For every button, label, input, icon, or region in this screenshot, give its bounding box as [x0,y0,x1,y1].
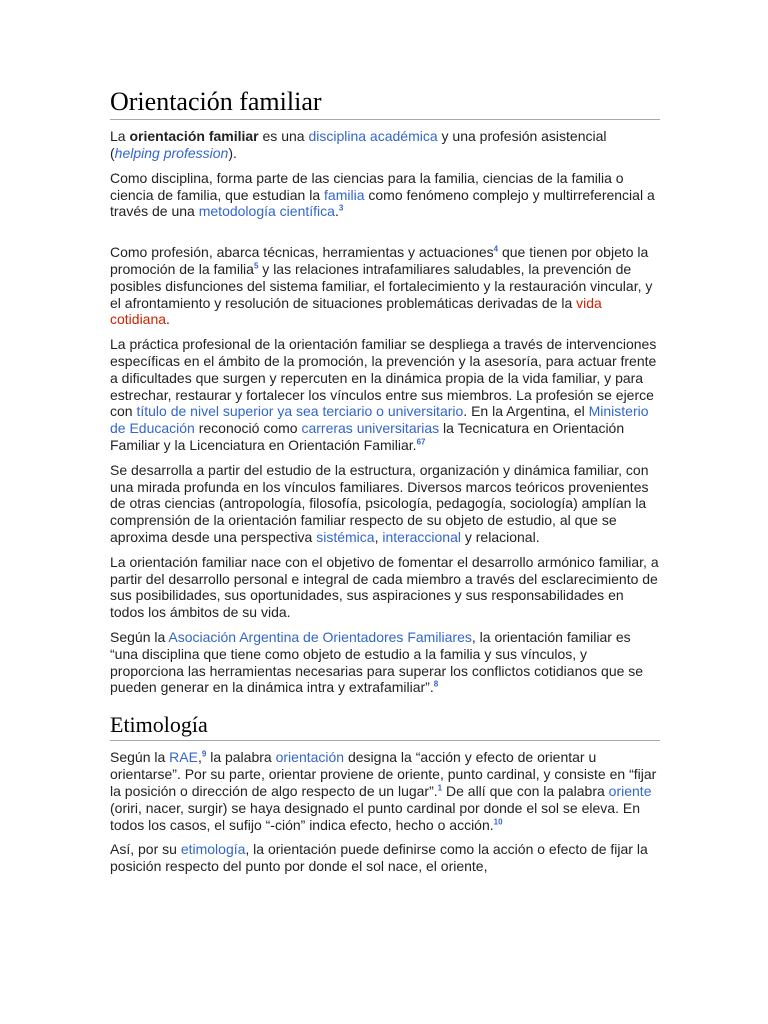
reference-link[interactable]: 3 [338,203,344,213]
reference-link[interactable]: 67 [416,437,426,447]
text: Así, por su [110,841,181,858]
link-helping-profession[interactable]: helping profession [114,144,229,161]
text: . En la Argentina, el [463,403,589,420]
link-asociacion-argentina[interactable]: Asociación Argentina de Orientadores Familiares [168,628,472,645]
text: Según la [110,628,169,645]
paragraph-practica [110,336,660,454]
text: Como disciplina, forma parte de las ciencias para la familia, ciencias de la familia o ciencia de familia, que estudian la [110,169,624,203]
text: y las relaciones intrafamiliares saludables, la prevención de posibles disfunciones del sistema familiar, el fortalecimiento y la restauración vincular, y el afrontamiento y resolución de situaciones problemáticas derivadas de la [110,260,653,311]
link-sistemica[interactable]: sistémica [316,528,375,545]
bold-term: orientación familiar [129,128,259,145]
link-ministerio-educacion[interactable]: Ministerio de Educación [110,403,649,437]
link-etimologia[interactable]: etimología [180,841,246,858]
text: La práctica profesional de la orientación familiar se despliega a través de intervenciones específicas en el ámbito de la promoción, la prevención y la asesoría, para actuar frente a dificultades que surgen y repercuten en la dinámica propia de la vida familiar, y para estrechar, restaurar y fortalecer los vínculos entre sus miembros. La profesión se ejerce con [110,336,657,420]
text: como fenómeno complejo y multirreferencial a través de una [110,186,655,220]
text: que tienen por objeto la promoción de la familia [110,244,649,277]
text: y relacional. [460,528,540,545]
paragraph-etimologia [110,841,660,875]
paragraph-rae [110,749,660,833]
link-vida-cotidiana[interactable]: vida cotidiana [110,294,602,328]
paragraph-estructura [110,462,660,546]
article [110,0,660,883]
link-rae[interactable]: RAE [169,749,198,766]
text: la palabra [206,749,276,766]
text: La orientación familiar nace con el objetivo de fomentar el desarrollo armónico familiar, a partir del desarrollo personal e integral de cada miembro a través del esclarecimiento de sus posibilidades, sus oportunidades, sus aspiraciones y sus responsabilidades en todos los ámbitos de su vida. [110,553,659,621]
text: , la orientación familiar es “una disciplina que tiene como objeto de estudio a la familia y sus vínculos, y proporciona las herramientas necesarias para superar los conflictos cotidianos que se pueden generar en la dinámica intra y extrafamiliar”. [110,628,644,696]
link-oriente[interactable]: oriente [608,783,652,800]
link-disciplina-academica[interactable]: disciplina académica [308,128,438,145]
text: ). [228,144,237,161]
text: Se desarrolla a partir del estudio de la estructura, organización y dinámica familiar, con una mirada profunda en los vínculos familiares. Diversos marcos teóricos provenientes de otras ciencias (antropología, filosofía, psicología, pedagogía, sociología) amplían la comprensión de la orientación familiar respecto de su objeto de estudio, al que se aproxima desde una perspectiva [110,461,649,545]
text: La [110,128,130,145]
reference-link[interactable]: 10 [493,817,503,827]
reference-link[interactable]: 8 [433,679,439,689]
link-familia[interactable]: familia [324,186,365,203]
text: reconoció como [194,420,302,437]
text: , [374,528,383,545]
page-title: Orientación familiar [110,86,660,120]
paragraph-asociacion [110,629,660,696]
reference-link[interactable]: 9 [201,749,207,759]
intro-paragraph [110,128,660,162]
link-orientacion[interactable]: orientación [275,749,345,766]
text: (oriri, nacer, surgir) se haya designado el punto cardinal por donde el sol se eleva. En todos los casos, el sufijo “-ción” indica efecto, hecho o acción. [110,799,640,833]
reference-link[interactable]: 5 [253,261,259,271]
text: , la orientación puede definirse como la acción o efecto de fijar la posición respecto del punto por donde el sol nace, el oriente, [110,841,648,875]
text: es una [258,128,309,145]
reference-link[interactable]: 1 [437,783,443,793]
text: De allí que con la palabra [442,783,609,800]
text: . [334,203,339,220]
text: . [166,311,170,328]
text: y una profesión asistencial ( [110,128,607,161]
link-interaccional[interactable]: interaccional [382,528,461,545]
link-metodologia-cientifica[interactable]: metodología científica [198,203,335,220]
paragraph-profesion [110,244,660,328]
paragraph-disciplina [110,170,660,220]
text: Según la [110,749,170,766]
text: Como profesión, abarca técnicas, herramientas y actuaciones [110,244,494,261]
link-titulo-nivel-superior[interactable]: título de nivel superior ya sea terciario o universitario [136,403,464,420]
paragraph-objetivo [110,554,660,621]
reference-link[interactable]: 4 [493,244,499,254]
text: la Tecnicatura en Orientación Familiar y la Licenciatura en Orientación Familiar. [110,420,625,453]
text: designa la “acción y efecto de orientar u orientarse”. Por su parte, orientar proviene de oriente, punto cardinal, y consiste en “fijar la posición o dirección de algo respecto de un lugar”. [110,749,657,800]
link-carreras-universitarias[interactable]: carreras universitarias [301,420,440,437]
text: , [197,749,202,766]
section-heading-etimologia: Etimología [110,712,660,741]
